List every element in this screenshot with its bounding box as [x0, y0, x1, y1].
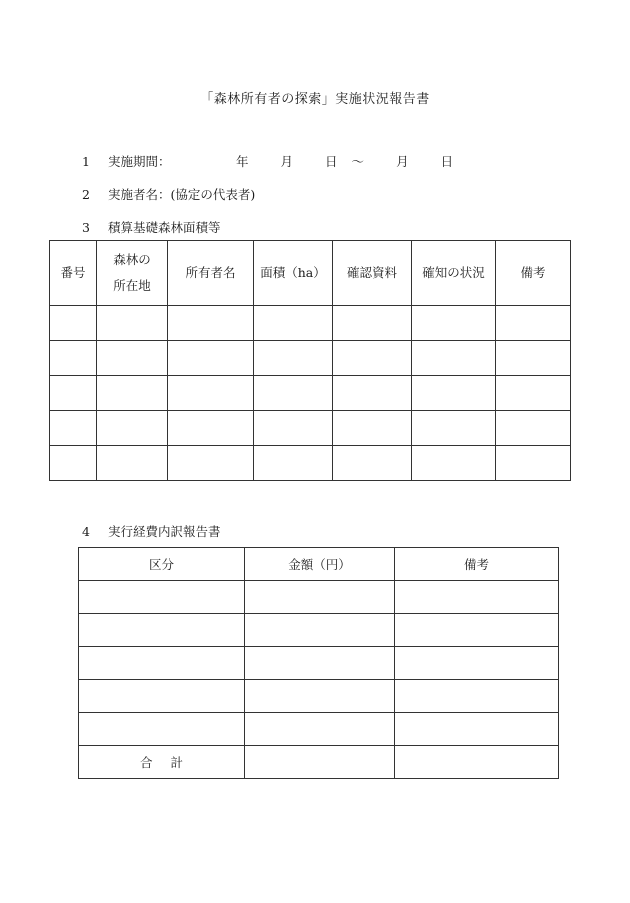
table-cell[interactable]: [79, 581, 245, 614]
table-row: [79, 581, 559, 614]
table-row: [79, 680, 559, 713]
section-number: 4: [82, 524, 90, 539]
period-label: 実施期間：: [108, 154, 171, 169]
table-cell[interactable]: [395, 713, 559, 746]
table-cell[interactable]: [245, 713, 395, 746]
table-cell[interactable]: [168, 306, 254, 341]
table-row: [50, 376, 571, 411]
table-cell[interactable]: [496, 446, 571, 481]
table-row: [50, 411, 571, 446]
implementer-label: 実施者名：(協定の代表者): [108, 187, 256, 202]
col-owner-name: 所有者名: [168, 241, 254, 306]
table-cell[interactable]: [97, 306, 168, 341]
table-cell[interactable]: [412, 341, 496, 376]
col-area: 面積（ha）: [254, 241, 333, 306]
table-cell[interactable]: [412, 306, 496, 341]
section-number: 2: [82, 187, 90, 202]
table-cell[interactable]: [333, 376, 412, 411]
table-cell[interactable]: [97, 341, 168, 376]
col-remarks: 備考: [395, 548, 559, 581]
table-cell[interactable]: [395, 680, 559, 713]
table-cell[interactable]: [50, 446, 97, 481]
col-amount: 金額（円）: [245, 548, 395, 581]
implementation-period-row: [82, 152, 453, 170]
table-row: [50, 341, 571, 376]
table-cell[interactable]: [50, 376, 97, 411]
col-forest-location-line1: 森林の: [113, 252, 151, 267]
table-row: [79, 713, 559, 746]
col-forest-location: [97, 241, 168, 306]
range-tilde: ～: [351, 154, 365, 169]
section-number: 3: [82, 220, 90, 235]
table-cell[interactable]: [496, 306, 571, 341]
table-row: [50, 446, 571, 481]
table-cell[interactable]: [97, 446, 168, 481]
area-section-heading: [82, 218, 221, 236]
forest-area-table: [49, 240, 571, 481]
table-cell[interactable]: [254, 411, 333, 446]
table-cell[interactable]: [412, 446, 496, 481]
implementer-row: [82, 185, 255, 203]
expense-breakdown-table: [78, 547, 559, 779]
total-label: [79, 746, 245, 779]
table-cell[interactable]: [412, 411, 496, 446]
cost-section-title: 実行経費内訳報告書: [108, 524, 221, 539]
table-row: [50, 306, 571, 341]
day-unit: 日: [325, 154, 338, 169]
col-forest-location-line2: 所在地: [113, 278, 151, 293]
table-cell[interactable]: [333, 306, 412, 341]
table-cell[interactable]: [395, 581, 559, 614]
end-month-unit: 月: [396, 154, 409, 169]
table-cell[interactable]: [79, 680, 245, 713]
area-section-title: 積算基礎森林面積等: [108, 220, 221, 235]
table-row: [79, 614, 559, 647]
table-cell[interactable]: [245, 680, 395, 713]
table-cell[interactable]: [168, 446, 254, 481]
total-remarks-cell[interactable]: [395, 746, 559, 779]
table-cell[interactable]: [395, 647, 559, 680]
table-cell[interactable]: [412, 376, 496, 411]
table-row: [79, 647, 559, 680]
table-cell[interactable]: [50, 341, 97, 376]
table-cell[interactable]: [254, 376, 333, 411]
year-unit: 年: [236, 154, 249, 169]
col-identification-status: 確知の状況: [412, 241, 496, 306]
total-row: [79, 746, 559, 779]
month-unit: 月: [280, 154, 294, 169]
table-cell[interactable]: [79, 614, 245, 647]
table-cell[interactable]: [79, 713, 245, 746]
table-cell[interactable]: [245, 647, 395, 680]
cost-section-heading: [82, 522, 221, 540]
table-cell[interactable]: [50, 411, 97, 446]
table-header-row: [50, 241, 571, 306]
table-cell[interactable]: [168, 411, 254, 446]
table-cell[interactable]: [245, 614, 395, 647]
table-cell[interactable]: [97, 411, 168, 446]
col-category: 区分: [79, 548, 245, 581]
table-cell[interactable]: [168, 341, 254, 376]
total-label-char1: 合: [139, 755, 153, 770]
table-cell[interactable]: [79, 647, 245, 680]
table-cell[interactable]: [333, 341, 412, 376]
table-cell[interactable]: [395, 614, 559, 647]
table-cell[interactable]: [97, 376, 168, 411]
total-amount-cell[interactable]: [245, 746, 395, 779]
section-number: 1: [82, 154, 90, 169]
table-cell[interactable]: [254, 341, 333, 376]
col-number: 番号: [50, 241, 97, 306]
document-title: 「森林所有者の探索」実施状況報告書: [200, 92, 430, 107]
table-cell[interactable]: [254, 446, 333, 481]
table-header-row: [79, 548, 559, 581]
end-day-unit: 日: [440, 154, 454, 169]
table-cell[interactable]: [333, 411, 412, 446]
table-cell[interactable]: [496, 341, 571, 376]
table-cell[interactable]: [496, 411, 571, 446]
table-cell[interactable]: [50, 306, 97, 341]
col-verification-source: 確認資料: [333, 241, 412, 306]
total-label-char2: 計: [170, 755, 184, 770]
table-cell[interactable]: [254, 306, 333, 341]
table-cell[interactable]: [245, 581, 395, 614]
table-cell[interactable]: [333, 446, 412, 481]
table-cell[interactable]: [496, 376, 571, 411]
table-cell[interactable]: [168, 376, 254, 411]
col-remarks: 備考: [496, 241, 571, 306]
